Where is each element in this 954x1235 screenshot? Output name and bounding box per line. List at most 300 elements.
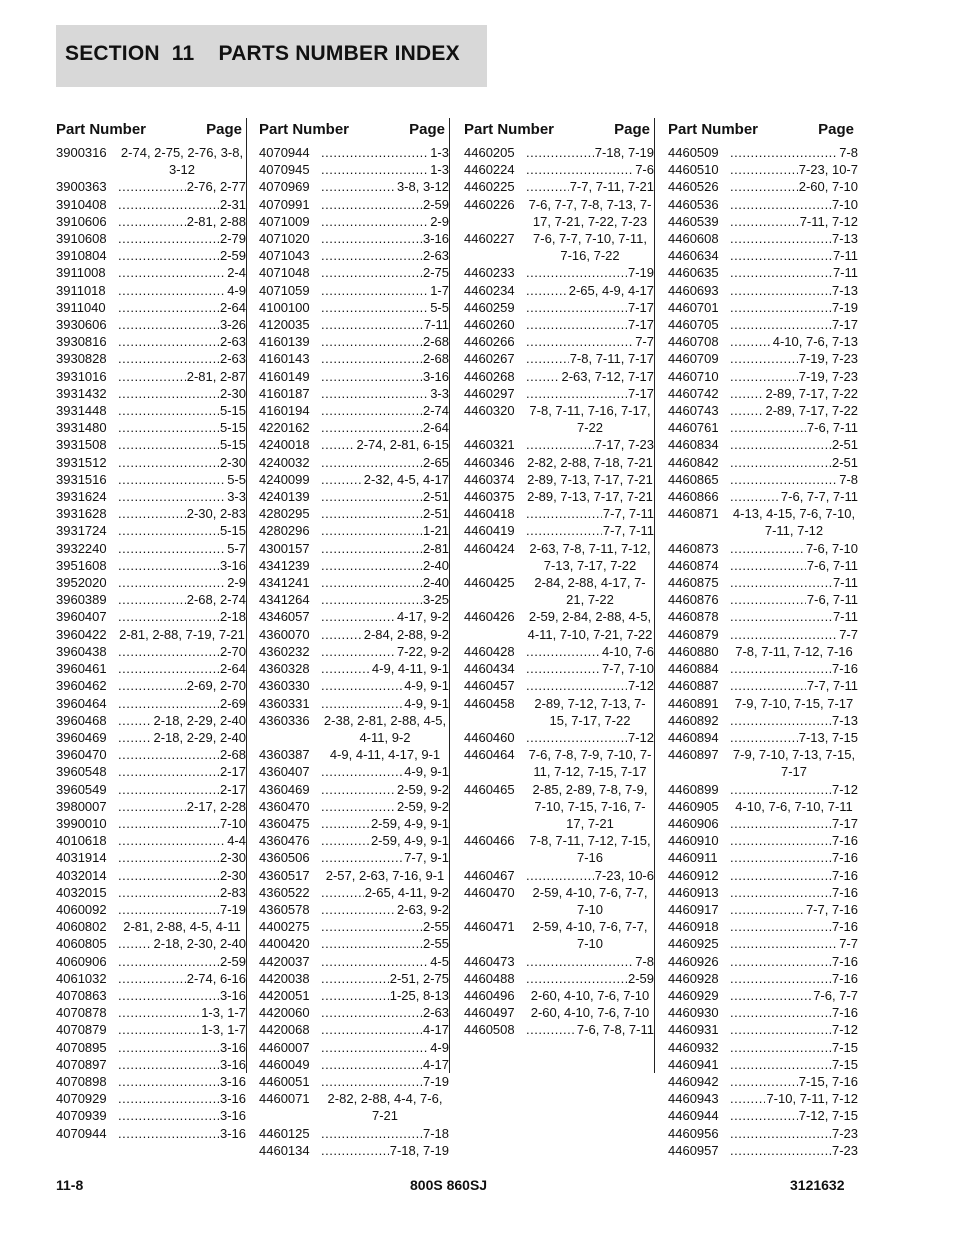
part-number: 4460928 — [668, 970, 719, 986]
index-entry — [668, 935, 858, 952]
dot-leader — [321, 970, 389, 987]
dot-leader — [730, 350, 798, 367]
page-reference: 2-68 — [422, 334, 449, 350]
page-reference: 4-10, 7-6, 7-13 — [772, 334, 858, 350]
dot-leader — [730, 677, 806, 694]
page-reference: 2-65, 4-11, 9-2 — [364, 884, 449, 900]
part-number: 4460875 — [668, 575, 719, 591]
part-number: 4460259 — [464, 299, 515, 315]
dot-leader — [321, 436, 355, 453]
part-number: 3931480 — [56, 420, 107, 436]
dot-leader — [730, 282, 831, 299]
index-entry — [464, 781, 654, 833]
page-reference: 4-17, 9-2 — [396, 609, 449, 625]
page-reference: 2-63 — [219, 351, 246, 367]
part-number: 4460743 — [668, 403, 719, 419]
index-entry — [259, 161, 449, 178]
dot-leader — [526, 1021, 576, 1038]
dot-leader — [730, 1142, 831, 1159]
page-reference: 7-17 — [831, 815, 858, 831]
index-entry — [56, 178, 246, 195]
page-reference: 2-55 — [422, 936, 449, 952]
index-entry — [668, 781, 858, 798]
page-reference: 4-13, 4-15, 7-6, 7-10, 7-11, 7-12 — [732, 506, 856, 539]
index-entry — [668, 471, 858, 488]
dot-leader — [118, 505, 186, 522]
page-reference: 2-59, 4-10, 7-6, 7-7, 7-10 — [532, 884, 648, 917]
page-reference: 2-83 — [219, 884, 246, 900]
page-reference: 7-10 — [219, 815, 246, 831]
index-entry — [56, 1073, 246, 1090]
dot-leader — [118, 1021, 200, 1038]
page-reference: 7-6, 7-10 — [805, 540, 858, 556]
page-reference: 2-59 — [422, 196, 449, 212]
index-entry — [668, 746, 858, 780]
dot-leader — [321, 264, 422, 281]
page-reference: 7-11 — [832, 265, 858, 281]
part-number: 3960469 — [56, 729, 107, 745]
dot-leader — [730, 213, 799, 230]
page-reference: 7-12 — [627, 678, 654, 694]
page-reference: 4-9, 4-11, 4-17, 9-1 — [329, 747, 441, 763]
part-number: 3931628 — [56, 506, 107, 522]
index-entry — [259, 436, 449, 453]
index-entry — [56, 247, 246, 264]
page-reference: 7-12, 7-15 — [798, 1108, 858, 1124]
part-number: 4460460 — [464, 729, 515, 745]
page-reference: 7-7 — [839, 936, 858, 952]
dot-leader — [321, 935, 422, 952]
part-number: 4460913 — [668, 884, 719, 900]
index-entry — [464, 316, 654, 333]
part-number: 4460942 — [668, 1073, 719, 1089]
dot-leader — [321, 522, 422, 539]
dot-leader — [730, 436, 831, 453]
page-reference: 7-8 — [635, 953, 654, 969]
part-number: 4460260 — [464, 317, 515, 333]
page-reference: 7-6, 7-11 — [806, 592, 858, 608]
part-number: 3930606 — [56, 317, 107, 333]
part-number: 4071020 — [259, 231, 310, 247]
index-entry — [668, 901, 858, 918]
dot-leader — [118, 884, 219, 901]
part-number: 3930816 — [56, 334, 107, 350]
page-reference: 2-59, 2-84, 2-88, 4-5, 4-11, 7-10, 7-21, 7-22 — [527, 609, 653, 642]
dot-leader — [321, 1142, 389, 1159]
page-reference: 7-16 — [831, 919, 858, 935]
part-number: 3960462 — [56, 678, 107, 694]
page-heading: Page — [206, 121, 242, 138]
dot-leader — [118, 1107, 219, 1124]
page-reference: 7-12 — [831, 781, 858, 797]
index-entry — [259, 213, 449, 230]
page-reference: 2-69 — [219, 695, 246, 711]
part-number: 4460473 — [464, 953, 515, 969]
index-entry — [668, 1004, 858, 1021]
dot-leader — [118, 729, 152, 746]
index-entry — [259, 1090, 449, 1124]
index-entry — [259, 454, 449, 471]
index-entry — [259, 316, 449, 333]
part-number: 4341241 — [259, 575, 310, 591]
part-number: 3911018 — [56, 282, 106, 298]
part-number: 4460930 — [668, 1005, 719, 1021]
part-number: 3960389 — [56, 592, 107, 608]
part-number: 4032015 — [56, 884, 107, 900]
dot-leader — [321, 987, 389, 1004]
page-reference: 2-76, 2-77 — [186, 179, 246, 195]
index-entry — [259, 970, 449, 987]
page-reference: 7-15 — [831, 1056, 858, 1072]
index-entry — [259, 1125, 449, 1142]
page-reference: 2-4 — [227, 265, 246, 281]
part-number: 3931432 — [56, 385, 107, 401]
index-entry — [56, 282, 246, 299]
page-reference: 2-40 — [422, 575, 449, 591]
part-number: 3911040 — [56, 299, 106, 315]
index-entry — [259, 815, 449, 832]
page-reference: 2-59, 9-2 — [396, 798, 449, 814]
index-entry — [56, 574, 246, 591]
index-entry — [464, 264, 654, 281]
dot-leader — [321, 574, 422, 591]
part-number: 3910606 — [56, 213, 107, 229]
page-reference: 2-81, 2-88 — [186, 213, 246, 229]
page-reference: 2-51 — [831, 437, 858, 453]
part-number: 4160139 — [259, 334, 310, 350]
part-number: 4460957 — [668, 1142, 719, 1158]
part-number: 3931448 — [56, 403, 107, 419]
page-reference: 7-6, 7-7, 7-10, 7-11, 7-16, 7-22 — [533, 231, 647, 264]
dot-leader — [730, 1073, 798, 1090]
dot-leader — [730, 1107, 798, 1124]
part-number: 4070863 — [56, 987, 107, 1003]
index-entry — [668, 970, 858, 987]
part-number: 4460761 — [668, 420, 719, 436]
dot-leader — [321, 763, 403, 780]
index-entry — [464, 402, 654, 436]
page-reference: 7-12 — [831, 1022, 858, 1038]
dot-leader — [321, 488, 422, 505]
part-number: 3931508 — [56, 437, 107, 453]
dot-leader — [526, 953, 634, 970]
part-number: 4460878 — [668, 609, 719, 625]
dot-leader — [118, 832, 226, 849]
index-entry — [259, 488, 449, 505]
page-reference: 2-64 — [219, 299, 246, 315]
index-entry — [56, 230, 246, 247]
index-entry — [56, 1125, 246, 1142]
part-number: 4070969 — [259, 179, 310, 195]
index-entry — [259, 987, 449, 1004]
index-entry — [259, 746, 449, 763]
part-number: 4460227 — [464, 231, 515, 247]
part-number: 4071059 — [259, 282, 310, 298]
index-entry — [56, 677, 246, 694]
part-number: 4460892 — [668, 712, 719, 728]
part-number: 4160187 — [259, 385, 310, 401]
part-number: 4300157 — [259, 540, 310, 556]
part-number: 4460929 — [668, 987, 719, 1003]
page-reference: 2-18 — [219, 609, 246, 625]
index-entry — [56, 505, 246, 522]
part-number: 3910608 — [56, 231, 107, 247]
part-number: 4460876 — [668, 592, 719, 608]
dot-leader — [526, 436, 594, 453]
part-number: 4460509 — [668, 145, 719, 160]
index-entry — [259, 798, 449, 815]
index-entry — [668, 867, 858, 884]
part-number: 4460709 — [668, 351, 719, 367]
dot-leader — [730, 1004, 831, 1021]
page-reference: 7-17 — [627, 317, 654, 333]
dot-leader — [730, 970, 831, 987]
page-reference: 3-16 — [422, 368, 449, 384]
dot-leader — [118, 230, 219, 247]
index-entry — [464, 643, 654, 660]
part-number: 4360475 — [259, 815, 310, 831]
index-entry — [56, 643, 246, 660]
dot-leader — [118, 608, 219, 625]
index-entry — [668, 540, 858, 557]
index-entry — [668, 918, 858, 935]
index-entry — [56, 333, 246, 350]
page-reference: 7-7, 7-11, 7-21 — [569, 179, 654, 195]
column-header — [464, 118, 654, 144]
index-entry — [259, 832, 449, 849]
part-number: 3960461 — [56, 661, 107, 677]
page-reference: 2-18, 2-30, 2-40 — [153, 936, 246, 952]
dot-leader — [730, 247, 832, 264]
index-entry — [259, 660, 449, 677]
page-reference: 2-51 — [831, 454, 858, 470]
index-column-3 — [464, 118, 655, 1073]
index-entry — [668, 505, 858, 539]
dot-leader — [321, 1039, 429, 1056]
index-entry — [56, 867, 246, 884]
page-reference: 2-68 — [422, 351, 449, 367]
part-number: 4460701 — [668, 299, 719, 315]
part-number: 4070897 — [56, 1056, 107, 1072]
index-entry — [259, 522, 449, 539]
page-reference: 7-10, 7-11, 7-12 — [766, 1091, 858, 1107]
dot-leader — [730, 299, 831, 316]
index-entry — [56, 763, 246, 780]
section-banner — [56, 25, 487, 87]
page-reference: 7-16 — [831, 850, 858, 866]
index-entry — [668, 1056, 858, 1073]
part-number: 4460428 — [464, 643, 515, 659]
index-entry — [56, 660, 246, 677]
page-reference: 4-5 — [430, 953, 449, 969]
page-reference: 1-3 — [430, 162, 449, 178]
dot-leader — [526, 350, 569, 367]
index-entry — [668, 454, 858, 471]
page-reference: 2-65, 4-9, 4-17 — [568, 282, 654, 298]
index-entry — [464, 178, 654, 195]
dot-leader — [321, 918, 422, 935]
page-reference: 2-17, 2-28 — [186, 798, 246, 814]
dot-leader — [118, 712, 152, 729]
part-number: 3960438 — [56, 643, 107, 659]
page-reference: 7-6, 7-7 — [813, 987, 858, 1003]
dot-leader — [730, 316, 831, 333]
page-reference: 7-16 — [831, 833, 858, 849]
dot-leader — [730, 1039, 831, 1056]
part-number: 4460049 — [259, 1056, 310, 1072]
page-reference: 2-32, 4-5, 4-17 — [363, 471, 449, 487]
dot-leader — [321, 591, 422, 608]
page-reference: 7-11 — [423, 317, 449, 333]
index-entry — [56, 1021, 246, 1038]
dot-leader — [118, 695, 219, 712]
page-reference: 3-8, 3-12 — [396, 179, 449, 195]
index-entry — [259, 1142, 449, 1159]
part-number: 3910804 — [56, 248, 107, 264]
dot-leader — [118, 935, 152, 952]
index-entry — [259, 402, 449, 419]
dot-leader — [321, 144, 429, 161]
part-number: 4460693 — [668, 282, 719, 298]
dot-leader — [321, 368, 422, 385]
part-number: 4460425 — [464, 575, 515, 591]
dot-leader — [321, 901, 396, 918]
index-entry — [56, 987, 246, 1004]
dot-leader — [730, 1090, 765, 1107]
index-entry — [464, 488, 654, 505]
dot-leader — [321, 213, 429, 230]
part-number: 4460466 — [464, 833, 515, 849]
page-reference: 2-30 — [219, 850, 246, 866]
index-entry — [668, 350, 858, 367]
page-reference: 2-30 — [219, 454, 246, 470]
dot-leader — [118, 333, 219, 350]
page-reference: 2-59 — [627, 970, 654, 986]
page-reference: 7-16 — [831, 953, 858, 969]
index-entry — [668, 368, 858, 385]
index-entry — [259, 1021, 449, 1038]
index-entry — [464, 695, 654, 729]
page-reference: 4-10, 7-6 — [601, 643, 654, 659]
page-reference: 7-8 — [839, 471, 858, 487]
page-reference: 2-89, 7-17, 7-22 — [765, 385, 858, 401]
dot-leader — [321, 643, 396, 660]
part-number: 4360070 — [259, 626, 310, 642]
page-reference: 3-16 — [219, 1125, 246, 1141]
part-number: 4460007 — [259, 1039, 310, 1055]
dot-leader — [526, 643, 601, 660]
index-entry — [56, 798, 246, 815]
part-number: 4360328 — [259, 661, 310, 677]
page-reference: 3-25 — [422, 592, 449, 608]
part-number: 4460418 — [464, 506, 515, 522]
part-number-heading: Part Number — [56, 121, 147, 138]
dot-leader — [730, 333, 772, 350]
part-number: 4460419 — [464, 523, 515, 539]
index-entry — [668, 987, 858, 1004]
dot-leader — [321, 660, 371, 677]
part-number: 4120035 — [259, 317, 310, 333]
dot-leader — [321, 1073, 422, 1090]
part-number: 4460234 — [464, 282, 515, 298]
dot-leader — [730, 918, 831, 935]
page-reference: 7-19 — [219, 901, 246, 917]
dot-leader — [118, 368, 186, 385]
index-entry — [259, 1073, 449, 1090]
part-number: 3932240 — [56, 540, 107, 556]
part-number: 4070939 — [56, 1108, 107, 1124]
page-reference: 2-30 — [219, 385, 246, 401]
index-entry — [56, 849, 246, 866]
dot-leader — [118, 436, 219, 453]
dot-leader — [118, 264, 226, 281]
dot-leader — [526, 178, 569, 195]
part-number: 4460931 — [668, 1022, 719, 1038]
index-entry — [259, 299, 449, 316]
dot-leader — [730, 402, 764, 419]
page-reference: 2-59 — [219, 248, 246, 264]
part-number: 4460268 — [464, 368, 515, 384]
dot-leader — [321, 781, 396, 798]
index-entry — [259, 901, 449, 918]
page-reference: 5-7 — [227, 540, 246, 556]
page-reference: 7-18, 7-19 — [594, 145, 654, 160]
part-number: 4460866 — [668, 489, 719, 505]
dot-leader — [321, 884, 364, 901]
dot-leader — [321, 1004, 422, 1021]
index-entry — [56, 488, 246, 505]
index-entry — [668, 230, 858, 247]
column-header — [259, 118, 449, 144]
page-reference: 3-16 — [219, 1039, 246, 1055]
page-reference: 1-3, 1-7 — [201, 1005, 246, 1021]
page-reference: 7-8, 7-11, 7-17 — [569, 351, 654, 367]
page-reference: 7-7 — [635, 334, 654, 350]
part-number: 4460917 — [668, 901, 719, 917]
dot-leader — [118, 953, 219, 970]
part-number: 4060802 — [56, 919, 107, 935]
part-number: 4460918 — [668, 919, 719, 935]
index-entry — [56, 368, 246, 385]
index-entry — [464, 660, 654, 677]
index-entry — [259, 505, 449, 522]
part-number: 3931724 — [56, 523, 107, 539]
page-reference: 2-51 — [422, 489, 449, 505]
part-number: 4070944 — [56, 1125, 107, 1141]
dot-leader — [118, 815, 219, 832]
dot-leader — [321, 419, 422, 436]
index-entry — [56, 712, 246, 729]
index-entry — [464, 144, 654, 161]
page-reference: 7-16 — [831, 970, 858, 986]
page-reference: 2-63 — [422, 248, 449, 264]
page-reference: 2-68, 2-74 — [186, 592, 246, 608]
dot-leader — [118, 471, 226, 488]
part-number: 4070898 — [56, 1073, 107, 1089]
part-number: 4460225 — [464, 179, 515, 195]
part-number-heading: Part Number — [259, 121, 350, 138]
index-entry — [668, 832, 858, 849]
dot-leader — [118, 350, 219, 367]
index-entry — [464, 299, 654, 316]
part-number: 4360476 — [259, 833, 310, 849]
page-reference: 7-6 — [635, 162, 654, 178]
index-entry — [56, 402, 246, 419]
index-entry — [56, 832, 246, 849]
index-entry — [668, 1021, 858, 1038]
index-entry — [56, 436, 246, 453]
index-entry — [56, 918, 246, 935]
